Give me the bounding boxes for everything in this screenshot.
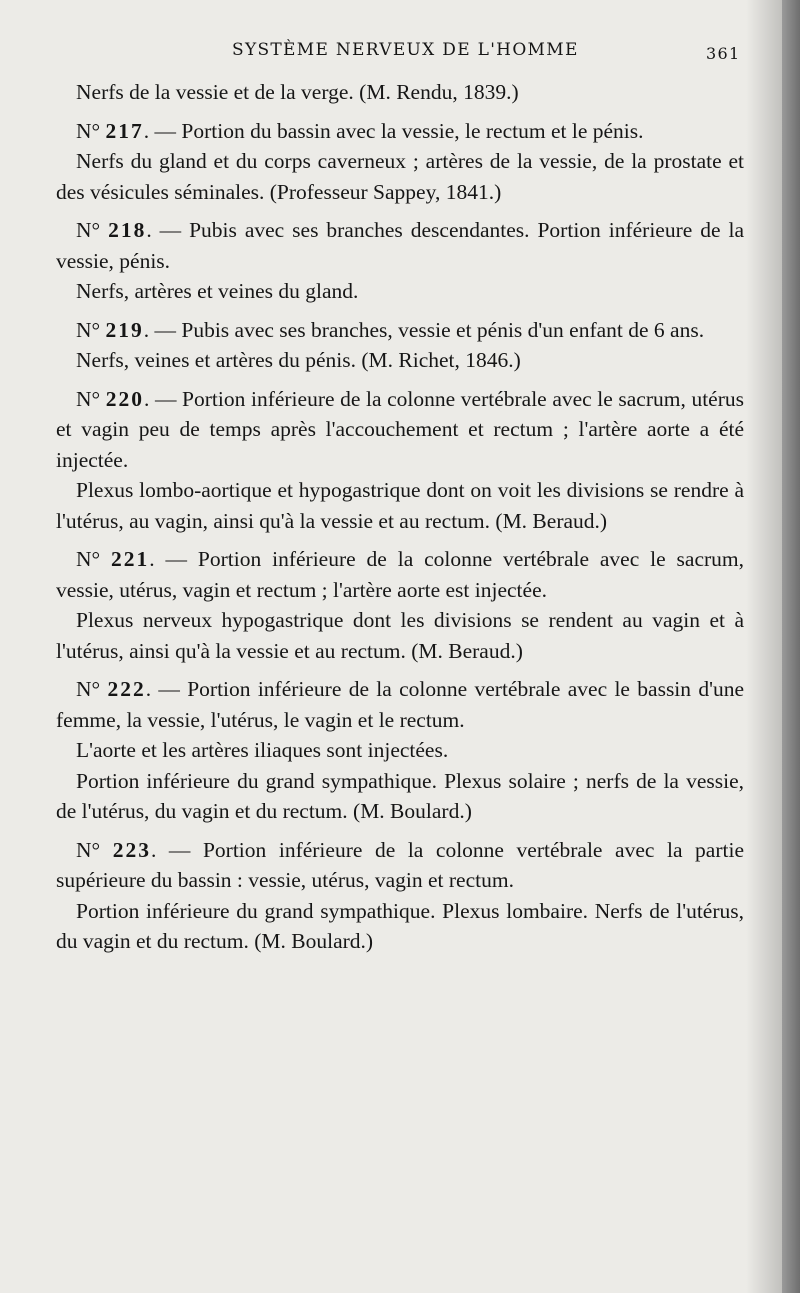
entry-number: 219	[105, 317, 144, 342]
entry-note: Nerfs du gland et du corps caverneux ; artères de la vessie, de la prostate et des vésicules séminales. (Professeur Sappey, 1841.)	[56, 149, 744, 204]
catalogue-entry	[56, 674, 744, 735]
catalogue-entries	[56, 116, 744, 957]
catalogue-entry	[56, 835, 744, 896]
entry-description: . — Portion inférieure de la colonne vertébrale avec la partie supérieure du bassin : vessie, utérus, vagin et rectum.	[56, 837, 745, 892]
entry-description: . — Portion du bassin avec la vessie, le rectum et le pénis.	[143, 118, 644, 143]
entry-number: 217	[105, 118, 144, 143]
scan-margin	[782, 0, 800, 1293]
entry-description: . — Pubis avec ses branches, vessie et pénis d'un enfant de 6 ans.	[143, 317, 705, 342]
catalogue-entry	[56, 315, 744, 346]
entry-description: . — Pubis avec ses branches descendantes. Portion inférieure de la vessie, pénis.	[56, 218, 744, 273]
entry-prefix: N°	[76, 317, 101, 342]
entry-note: Portion inférieure du grand sympathique. Plexus solaire ; nerfs de la vessie, de l'utérus, du vagin et du rectum. (M. Boulard.)	[56, 768, 744, 823]
entry-description: . — Portion inférieure de la colonne vertébrale avec le sacrum, utérus et vagin peu de temps après l'accouchement et rectum ; l'artère aorte a été injectée.	[56, 386, 745, 472]
entry-prefix: N°	[76, 837, 101, 862]
entry-note: L'aorte et les artères iliaques sont injectées.	[76, 738, 449, 762]
page-number: 361	[706, 44, 741, 63]
entry-number: 221	[111, 547, 150, 571]
entry-note: Nerfs, veines et artères du pénis. (M. Richet, 1846.)	[76, 348, 521, 372]
entry-prefix: N°	[76, 547, 101, 571]
page-body	[56, 77, 744, 957]
catalogue-entry	[56, 116, 744, 147]
catalogue-entry	[56, 215, 744, 276]
catalogue-entry	[56, 544, 744, 605]
entry-note: Plexus nerveux hypogastrique dont les divisions se rendent au vagin et à l'utérus, ainsi qu'à la vessie et au rectum. (M. Beraud.)	[56, 608, 744, 663]
entry-prefix: N°	[76, 118, 101, 143]
entry-note: Nerfs, artères et veines du gland.	[76, 279, 359, 303]
entry-note: Portion inférieure du grand sympathique. Plexus lombaire. Nerfs de l'utérus, du vagin et du rectum. (M. Boulard.)	[56, 898, 744, 953]
entry-prefix: N°	[76, 677, 101, 701]
entry-number: 220	[105, 386, 144, 411]
entry-prefix: N°	[76, 218, 101, 242]
entry-number: 218	[108, 218, 147, 242]
running-head-title: SYSTÈME NERVEUX DE L'HOMME	[232, 40, 579, 60]
entry-number: 222	[107, 677, 146, 701]
entry-description: . — Portion inférieure de la colonne vertébrale avec le bassin d'une femme, la vessie, l'utérus, le vagin et le rectum.	[56, 677, 745, 732]
entry-number: 223	[112, 837, 151, 862]
entry-description: . — Portion inférieure de la colonne vertébrale avec le sacrum, vessie, utérus, vagin et rectum ; l'artère aorte est injectée.	[56, 547, 745, 602]
entry-note: Plexus lombo-aortique et hypogastrique dont on voit les divisions se rendre à l'utérus, au vagin, ainsi qu'à la vessie et au rectum. (M. Beraud.)	[56, 478, 744, 533]
entry-prefix: N°	[76, 386, 101, 411]
catalogue-entry	[56, 384, 744, 476]
running-head	[0, 40, 782, 66]
continuation-paragraph: Nerfs de la vessie et de la verge. (M. Rendu, 1839.)	[76, 80, 519, 104]
